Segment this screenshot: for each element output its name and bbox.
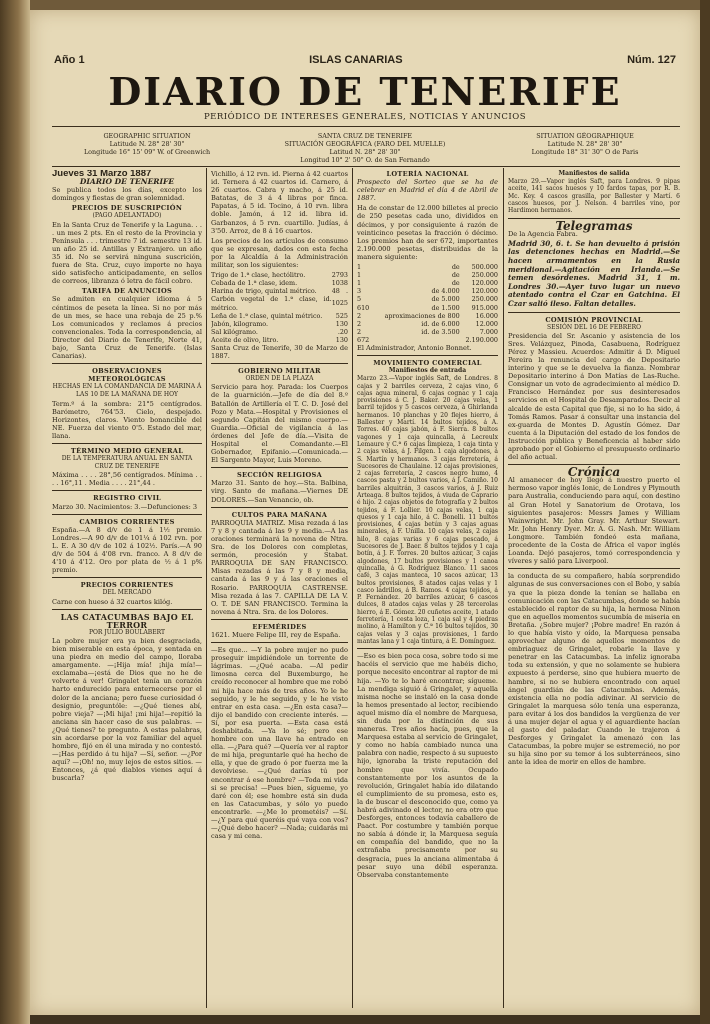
ads-heading: TARIFA DE ANUNCIOS xyxy=(81,287,173,296)
telegrams-agency: De la Agencia Fabra. xyxy=(508,229,578,238)
masthead-subtitle: PERIÓDICO DE INTERESES GENERALES, NOTICIAS Y ANUNCIOS xyxy=(203,112,527,122)
articles-cell: 93 xyxy=(339,271,348,280)
market-subheading: DEL MERCADO xyxy=(102,589,152,597)
chronicle-text: Al amanecer de hoy llegó á nuestro puerto el hermoso vapor inglés Ionic, de Londres y Plymouth para Australia, conduciendo para aquí, con destino al Gran Hotel y Sanatorium de Orotava, los siguientes pasajeros: Messrs James y William Wainwright. Mr. John Gray. Mr. Arthur Stewart. Mr. John Henry Dyer. Mr. A. G. Nash. Mr. William Longmore. También fondeó esta mañana, procedente de la Costa de África el vapor inglés Loanda. Dejó pasajeros, tomó correspondencia y víveres y salió para Liverpool. xyxy=(508,476,680,566)
lottery-heading: LOTERÍA NACIONAL xyxy=(386,170,469,178)
temperature-text: Máxima . . . . 28°,56 centígrados. Mínima . . . . 16°,11 . Media . . . . 21°,44 . xyxy=(52,471,202,488)
commission-heading: COMISIÓN PROVINCIAL xyxy=(545,315,643,324)
articles-cell: 10 xyxy=(331,279,340,288)
articles-intro: Los precios de los artículos de consumo que se expresan, dados con esta fecha por la Alcaldía á la Administración militar, son los siguientes: xyxy=(211,236,348,270)
serial-text: La pobre mujer era ya bien desgraciada, bien miserable en esta época, y sentada en una piedra en medio del campo, lloraba amargamente. —¡Hija mía! ¡hija mía!—exclamaba—¡está de Dios que no he de volverte á ver! Gringalet tenía un corazón harto endurecido para enternecerse por el dolor de la anciana; pero fuese curiosidad ó designio, preguntóle: —¿Qué tienes abí, pobre vieja? —¡Mi hija! ¡mi hija!—repitió la anciana sin hacer caso de sus palabras. —¿Qué tienes? te pregunto. A estas palabras, sin acordarse por la voz familiar del aquel hombre, fijó en él una mirada y no contestó. —¡Has perdido á tu hija? —Sí, señor. —¿Por aquí? —¡Oh! no, muy lejos de estos sitios. —Entonces, ¿á qué diablos vienes aquí á buscarla? xyxy=(52,636,202,783)
articles-cell: 1 xyxy=(335,335,340,344)
lottery-row xyxy=(357,279,498,287)
column-2 xyxy=(211,170,348,1005)
lottery-cell: 915.000 xyxy=(471,303,498,312)
military-subheading: ORDEN DE LA PLAZA xyxy=(245,375,314,383)
commission-text: Presidencia del Sr. Ascanio y asistencia de los Sres. Velázquez, Pinoda, Casabuena, Rodríguez Pérez y Massieu. Acuerdos: Admitir á D. Miguel Pereira la renuncia del cargo de Depositario interino y que se le devuelva la fianza. Nombrar Depositario interino á Don Matías de Las-Ruche. Consignar un voto de agradecimiento al médico D. Francisco Hernández por sus desinteresados servicios en el Hospital de Desamparados. Decir al alcalde de esta Capital que fije, si no lo ha sido, á Tomás Ramos. Pasar á consultar una instancia del ex-guarda de Montes D. Agustín Gómez. Dar cuenta á la Diputación del estado de los fondos de Instrucción pública y Beneficencia al haber sido aprobado por el Gobierno el presupuesto ordinario del año actual. xyxy=(508,331,680,462)
weather-text: Term.º á la sombra: 21°5 centígrados. Barómetro, 764'53. Cielo, despejado. Horizontes, claros. Viento bonancible del NE. Fuerza del viento 0'5. Estado del mar, llana. xyxy=(52,399,202,440)
header-rule xyxy=(52,126,680,127)
masthead-title: DIARIO DE TENERIFE xyxy=(108,69,622,114)
lottery-intro: Prospecto del Sorteo que se ha de celebrar en Madrid el día 4 de Abril de 1887. xyxy=(357,178,498,203)
column-1 xyxy=(52,170,202,1005)
articles-cell: 1 xyxy=(335,319,340,328)
lottery-cell: 610 xyxy=(357,303,370,312)
paper-name: DIARIO DE TENERIFE xyxy=(79,177,175,187)
articles-row xyxy=(211,287,348,295)
geo-right: SITUATION GÉOGRAPHIQUE Latitude N. 28° 28' 30" Longitude 18° 31' 30" O de Paris xyxy=(531,132,639,156)
serial-title: LAS CATACUMBAS BAJO EL TERROR xyxy=(60,611,194,630)
registry-text: Marzo 30. Nacimientos: 3.—Defunciones: 3 xyxy=(52,502,198,511)
articles-row xyxy=(211,271,348,279)
lottery-cell: 1 xyxy=(357,271,362,280)
serial-continuation-1: —Es que... —Y la pobre mujer no pudo proseguir impidiéndole un torrente de lágrimas. —¿Qué acaba. —Al pedir limosna cerca del Buxemburgo, he creído reconocer al hombre que me robó mi hija hace más de tres años. Yo le he seguido, y le he seguido, y le he visto entrar en esta casa. —¿En esta casa?—dijo el bandido con creciente interés. —Sí, por esa puerta. —Esta casa está deshabitada. —Ya lo sé; pero ese hombre con una llave ha entrado en ella. —¿Para qué? —Quería ver al raptor de mi hija, preguntarle qué ha hecho de ella, y que de grado ó por fuerza me la devolviese. —¿Qué darías tú por encontrar á ese hombre? —Toda mi vida si se precisa! —Pues bien, sígueme, yo daré con él; ese hombre está sin duda en las Catacumbas, y sólo yo puedo encontrarle. —¿Me lo prometéis? —Sí. —¿Y para qué queréis qué vaya con vos? —¿Qué debo hacer? —Nada; cuidarás mi casa y mi cena. xyxy=(211,646,348,841)
lottery-cell: 120.000 xyxy=(471,287,498,296)
articles-sign: Santa Cruz de Tenerife, 30 de Marzo de 1887. xyxy=(211,343,348,361)
serial-continuation-2: —Eso es bien poca cosa, sobre todo si me hacéis el servicio que me habéis dicho, porque necesito encontrar al raptor de mi hija. —Yo te lo haré encontrar; sígueme. La mendiga siguió á Gringalet, y aquella misma noche se instaló en la casa donde la hemos presentado al lector, recibiendo aquel mismo día el nombre de Marquesa, sin duda por la distinción de sus maneras. Tres años hacía, pues, que la Marquesa estaba al servicio de Gringalet, y como no había cambiado nunca una palabra con nadie, respecto á su supuesto hijo, ignoraba la triste reputación del hombre que vivía. Ocupado constantemente por los asuntos de la revolución, Gringalet había ido dilatando el cumplimiento de su promesa, esto es, la de buscar el desconocido que, como ya habrá adivinado el lector, no era otro que Desforges, entonces todavía caballero de Paact. Por costumbre y también porque no sabía á dónde ir, la Marquesa seguía en compañía del bandido, que no la extrañaba precisamente por su desgracia, pues la anciana alimentaba á pesar suyo una débil esperanza. Observaba constantemente xyxy=(357,652,498,879)
left-page-edge xyxy=(0,0,30,1024)
lottery-cell: de 4.000 xyxy=(431,287,460,296)
column-rule-3 xyxy=(503,168,504,1008)
articles-cell: Carbón vegetal de 1.ª clase, id. métrico. xyxy=(211,295,332,312)
ephemerides-text: 1621. Muere Felipe III, rey de España. xyxy=(211,630,341,639)
commission-subheading: SESIÓN DEL 16 DE FEBRERO xyxy=(546,323,642,331)
issue-date: Jueves 31 Marzo 1887 xyxy=(52,170,152,179)
articles-cell: . xyxy=(337,327,340,336)
articles-cell: 38 xyxy=(339,279,348,288)
place-label: ISLAS CANARIAS xyxy=(309,54,403,66)
lottery-cell: 12.000 xyxy=(475,319,498,328)
articles-row xyxy=(211,320,348,328)
top-line xyxy=(54,54,676,66)
lottery-cell: 1 xyxy=(357,279,362,288)
lottery-cell: de xyxy=(451,271,460,280)
lottery-row xyxy=(357,328,498,336)
articles-cell: 5 xyxy=(335,311,340,320)
lottery-cell: de xyxy=(451,279,460,288)
religion-text: Marzo 31. Santo de hoy.—Sta. Balbina, virg. Santo de mañana.—Viernes DE DOLORES.—San Venancio, ob. xyxy=(211,479,348,504)
lottery-row xyxy=(357,263,498,271)
lottery-table xyxy=(357,263,498,344)
lottery-row xyxy=(357,271,498,279)
weather-heading: OBSERVACIONES METEOROLÓGICAS xyxy=(88,367,166,384)
lottery-cell: 7.000 xyxy=(479,327,498,336)
publication-note: Se publica todos los días, excepto los domingos y fiestas de gran solemnidad. xyxy=(52,186,202,203)
lottery-cell: 2 xyxy=(357,311,362,320)
articles-cell: 48 xyxy=(331,287,340,296)
articles-cell: Trigo de 1.ª clase, hectólitro. xyxy=(211,271,306,280)
lottery-cell xyxy=(371,336,459,344)
articles-cell: 27 xyxy=(331,271,340,280)
articles-cell: . xyxy=(345,287,348,296)
issue-number: Núm. 127 xyxy=(627,54,676,66)
articles-cell: 30 xyxy=(339,319,348,328)
lottery-row xyxy=(357,304,498,312)
commerce-subheading: Manifiestos de entrada xyxy=(388,367,467,375)
temperature-heading: TÉRMINO MEDIO GENERAL xyxy=(70,447,184,455)
articles-cell: Leña de 1.ª clase, quintal métrico. xyxy=(211,311,323,320)
geo-left: GEOGRAPHIC SITUATION Latitude N. 28° 28' 30" Longitude 16° 15' 09" W. of Greenwich xyxy=(83,132,211,156)
articles-cell: Jabón, kilogramo. xyxy=(211,319,269,328)
articles-cell: 25 xyxy=(339,311,348,320)
lottery-row xyxy=(357,312,498,320)
articles-row xyxy=(211,328,348,336)
articles-cell: 25 xyxy=(339,299,348,308)
articles-cell: Harina de trigo, quintal métrico. xyxy=(211,287,317,296)
bottom-page-edge xyxy=(30,1015,700,1024)
lottery-cell: de 1.500 xyxy=(431,303,460,312)
telegrams-heading: Telegramas xyxy=(555,218,633,233)
lottery-cell: de xyxy=(451,263,460,272)
lottery-row xyxy=(357,295,498,303)
lottery-cell: 3 xyxy=(357,287,362,296)
newspaper-page xyxy=(30,10,700,1015)
market-text: Carne con hueso á 32 cuartos kilóg. xyxy=(52,597,173,606)
articles-cell: Aceite de olivo, litro. xyxy=(211,335,279,344)
religion-heading: SECCIÓN RELIGIOSA xyxy=(236,471,323,480)
worship-text: PARROQUIA MATRIZ. Misa rezada á las 7 y 8 y cantada á las 9 y media.—A las oraciones terminará la novena de Ntra. Sra. de los Dolores con completas, sermón, procesión y Stabat. PARROQUIA DE SAN FRANCISCO. Misas rezadas á las 7 y 8 y media, cantada á las 9 y á las oraciones el Rosario. PARROQUIA CASTRENSE. Misa rezada á las 7. CAPILLA DE LA V. O. T. DE SAN FRANCISCO. Termina la novena á Ntra. Sra. de los Dolores. xyxy=(211,518,348,616)
weather-subheading: HECHAS EN LA COMANDANCIA DE MARINA Á LAS 10 DE LA MAÑANA DE HOY xyxy=(52,383,202,399)
subscription-heading: PRECIOS DE SUSCRIPCIÓN xyxy=(71,204,183,213)
lottery-row xyxy=(357,287,498,295)
meat-prices: Vichillo, á 12 rvn. id. Pierna á 42 cuartos id. Ternera á 42 cuartos id. Carnero, á 26 cuartos. Cabra y macho, á 25 id. Batatas, de 3 á 4 libras por finca. Papatas, á 5 id. Tocino, á 10 rvn. libra doble. Jamón, á 12 id. libra id. Garbanzos, á 5 rvn. cuartillo. Judías, á 3'50. Arroz, de 8 á 16 cuartos. xyxy=(211,170,348,235)
exchange-heading: CAMBIOS CORRIENTES xyxy=(79,517,175,526)
market-heading: PRECIOS CORRIENTES xyxy=(80,581,174,590)
geo-center: SANTA CRUZ DE TENERIFE SITUACIÓN GEOGRÁFICA (FARO DEL MUELLE) Latitud N. 28° 28' 30" Longitud 10° 2' 50" O. de San Fernando xyxy=(284,132,446,164)
lottery-cell: 2.190.000 xyxy=(465,335,498,344)
lottery-cell: id. de 3.500 xyxy=(421,327,460,336)
lottery-cell: 500.000 xyxy=(471,263,498,272)
column-rule-1 xyxy=(206,168,207,1008)
column-rule-2 xyxy=(352,168,353,1008)
telegrams-text: Madrid 30, 6. t. Se han devuelto á prisión las detenciones hechas en Madrid.—Se hacen armamentos en la Rusia meridional.—Agitación en Irlanda.—Se temen desórdenes. Madrid 31, 1 m. Londres 30.—Ayer tuvo lugar un nuevo atentado contra el Czar en Gatchina. El Czar salió ileso. Faltan detalles. xyxy=(508,238,680,308)
year-label: Año 1 xyxy=(54,54,85,66)
articles-row xyxy=(211,279,348,287)
exchange-text: España.—A 8 d/v de 1 á 1½ premio. Londres.—A 90 d/v de 101¼ á 102 rvn. por L. E. A 30 d/v de 102 á 102½. París.—A 90 d/v de 504 á 4'08 rvn. franco. A 8 d/v de 4'10 á 4'12. Oro por plata de ½ á 1 p% premio. xyxy=(52,525,202,575)
serial-continuation-3: la conducta de su compañero, había sorprendido algunas de sus conversaciones con el Bobo, y sabía ya que la pieza donde la tenían se hallaba en comunicación con las Catacumbas, donde se había establecido el raptor de su hija, la hermosa Ninon que en aquellos momentos sucumbía de miseria en Bretaña. ¿Sobre mujer? ¡Pobre madre! En razón á lo que había visto y oído, la Marquesa pensaba aprovechar alguno de aquellos momentos de embriaguez de Gringalet, robarle la llave y penetrar en las Catacumbas. La infeliz ignoraba toda su extensión, y que no solamente se hubiera expuesto á perderse, sino que hubiera muerto de hambre, si no se hubiera encontrado con aquel ángel guardián de las Catacumbas. Además, existencia ella no podía adivinar. Al servicio de Gringalet la marquesa sólo tenía una esperanza, para evitar á los dos bandidos la vergüenza de ver á una mujer dejar el agua y el aguardiente hacían el gasto del paladar. Cuando le trajeron á Desforges y Gringalet la amenazó con las Catacumbas, la pobre mujer se estremeció, no por su hija sino por su temor á los subterráneos, sino ante la idea de morir en ellos de hambre. xyxy=(508,572,680,767)
lottery-cell: 2 xyxy=(357,319,362,328)
articles-cell: 30 xyxy=(339,335,348,344)
subscription-subheading: (PAGO ADELANTADO) xyxy=(92,212,162,220)
lottery-cell: aproximaciones de 800 xyxy=(384,311,460,320)
lottery-text: Ha de constar de 12.000 billetes al precio de 250 pesetas cada uno, divididos en décimos, y por consiguiente á razón de veinticinco pesetas la fracción ó décimo. Los premios han de ser 672, importantes 2.190.000 pesetas, distribuidas de la manera siguiente: xyxy=(357,204,498,261)
military-text: Servicio para hoy. Parada: los Cuerpos de la guarnición.—Jefe de día del 8.º Batallón de Artillería el T. C. D. José del Pozo y Mata.—Hospital y Provisiones el segundo Capitán del mismo cuerpo.—Guardia.—Oficial de vigilancia á las órdenes del Jefe de día.—Visita de Hospital el Comandante.—El Gobernador, Epifanio.—Comunicada.—El Sargento Mayor, Luis Moreno. xyxy=(211,383,348,465)
commerce-heading: MOVIMIENTO COMERCIAL xyxy=(373,359,482,368)
articles-row xyxy=(211,312,348,320)
lottery-cell: id. de 6.000 xyxy=(421,319,460,328)
exports-text: Marzo 29.—Vapor inglés Saft, para Londres. 9 pipas aceite, 141 sacos huesos y 10 fardos tapas, por R. B. Mc. Key. 4 cascos grasilla, por Ballester y Martí. 6 cascos huesos, por J. Nelson. 4 barriles vino, por Hardimon hermanos. xyxy=(508,178,680,215)
ads-text: Se admiten en cualquier idioma á 5 céntimos de peseta la línea. Si no por más de un mes, se hace una rebaja de 25 p.% Los comunicados y reclamos á precios convencionales. Toda la correspondencia, al Director del Diario de Tenerife, Norte 41, bajo, Santa Cruz de Tenerife. (Islas Canarias). xyxy=(52,295,202,361)
exports-heading: Manifiestos de salida xyxy=(558,170,630,177)
registry-heading: REGISTRO CIVIL xyxy=(93,494,161,503)
lottery-row xyxy=(357,320,498,328)
column-4 xyxy=(508,170,680,1005)
body-rule xyxy=(52,166,680,167)
lottery-cell: 250.000 xyxy=(471,271,498,280)
lottery-cell: 16.000 xyxy=(475,311,498,320)
articles-cell: 20 xyxy=(339,327,348,336)
right-page-edge xyxy=(700,0,710,1024)
lottery-cell: 1 xyxy=(357,263,362,272)
worship-heading: CULTOS PARA MAÑANA xyxy=(231,510,328,519)
articles-table xyxy=(211,271,348,344)
ephemerides-heading: EFEMÉRIDES xyxy=(252,622,307,631)
subscription-prices: En la Santa Cruz de Tenerife y la Laguna. . . . un mes 2 pts. En el resto de la Provincia y Península . . . trimestre 7 id. semestre 13 id. un año 25 id. Antillas y Extranjero. un año 35 id. No se servirá ninguna suscrición, fuera de Sta. Cruz, cuyo importe no haya sido satisfecho anticipadamente, en sellos de correos, libranza ó letra de fácil cobro. xyxy=(52,220,202,286)
lottery-row xyxy=(357,336,498,344)
lottery-cell: 672 xyxy=(357,335,370,344)
articles-cell: 10 xyxy=(331,299,340,308)
column-3 xyxy=(357,170,498,1005)
lottery-cell: de 5.000 xyxy=(431,295,460,304)
military-heading: GOBIERNO MILITAR xyxy=(238,367,321,376)
articles-row xyxy=(211,336,348,344)
serial-author: POR JULIO BOULABERT xyxy=(88,628,166,636)
chronicle-heading: Crónica xyxy=(567,465,621,480)
articles-cell: Cebada de 1.ª clase, idem. xyxy=(211,279,298,288)
commerce-text: Marzo 23.—Vapor inglés Saft, de Londres. 8 cajas y 2 barriles cerveza, 2 cajas vino, 6 cajas agua mineral, 6 cajas cognac y 1 caja provisiones á C. J. Baker. 20 cajas velas, 1 barril tejidos y 5 cascos cerveza, á Ghirlanda hermanos. 10 planchas y 20 flejes hierro, á Ballester y Martí. 14 bultos tejidos, á A. Torres. 40 cajas jabón, á F. Sierra. 8 bultos vagones y 1 caja quincalla, á Lecreulx Lemaure y C.ª 6 cajas limpieza, 1 caja tinta y 2 cajas velas, á J. Filgen. 1 caja algodones, á S. Martín y hermanos. 3 cajas ferretería, á Sucesores de Chaulaine. 12 cajas provisiones, 2 cajas ferretería, 2 cascos negro humo, 4 cascos pasta y 2 bultos varios, á J. Camiño. 10 barriles alquitrán, 3 cascos varios, á J. Ruiz Arteaga. 8 bultos tejidos, á viuda de Caprario é hijo. 2 cajas objetos de fotografía y 2 bultos tejidos, á F. Lollier. 10 cajas velas, 1 caja quesos y 1 caja hilo, á C. Bonelli. 11 bultos provisiones, 4 cajas betún y 3 cajas aguas minerales, á F. Unilla. 10 cajas velas, 2 cajas hilo, 8 cajas varias y 6 cajas pescado, á Sucesores de J. Baer. 8 bultos tejidos y 1 caja botín, á J. F. Torres. 20 bultos azúcar, 3 cajas algodones, 17 bultos provisiones y 1 canoa quincalla, á G. Rodríguez Blanco. 11 sacos café, 3 cajas manteca, 10 sacos azúcar, 13 bultos provisiones, 8 atados cajas velas y 1 casco ladrillos, á B. Ramos. 4 cajas tejidos, á P. Fernández. 20 barriles azúcar, 6 cascos dulces, 8 atados cajas velas y 28 tercerolas hierro, á E. Gómez. 20 cuñetes aceite, 1 atado ferretería, 1 cesta loza, 1 caja sal y 4 piedras molino, á Hamilton y C.ª 16 bultos tejidos, 30 cajas velas y 3 cajas provisiones, 1 fardo mantas lana y 1 caja tintura, á E. Domínguez. xyxy=(357,375,498,645)
lottery-administrator: El Administrador, Antonio Bonnet. xyxy=(357,343,472,352)
temperature-subheading: DE LA TEMPERATURA ANUAL EN SANTA CRUZ DE TENERIFE xyxy=(61,455,193,471)
articles-row xyxy=(211,295,348,311)
lottery-cell: 5 xyxy=(357,295,362,304)
lottery-cell: 2 xyxy=(357,327,362,336)
articles-cell: Sal kilógramo. xyxy=(211,327,258,336)
lottery-cell: 120.000 xyxy=(471,279,498,288)
lottery-cell: 250.000 xyxy=(471,295,498,304)
